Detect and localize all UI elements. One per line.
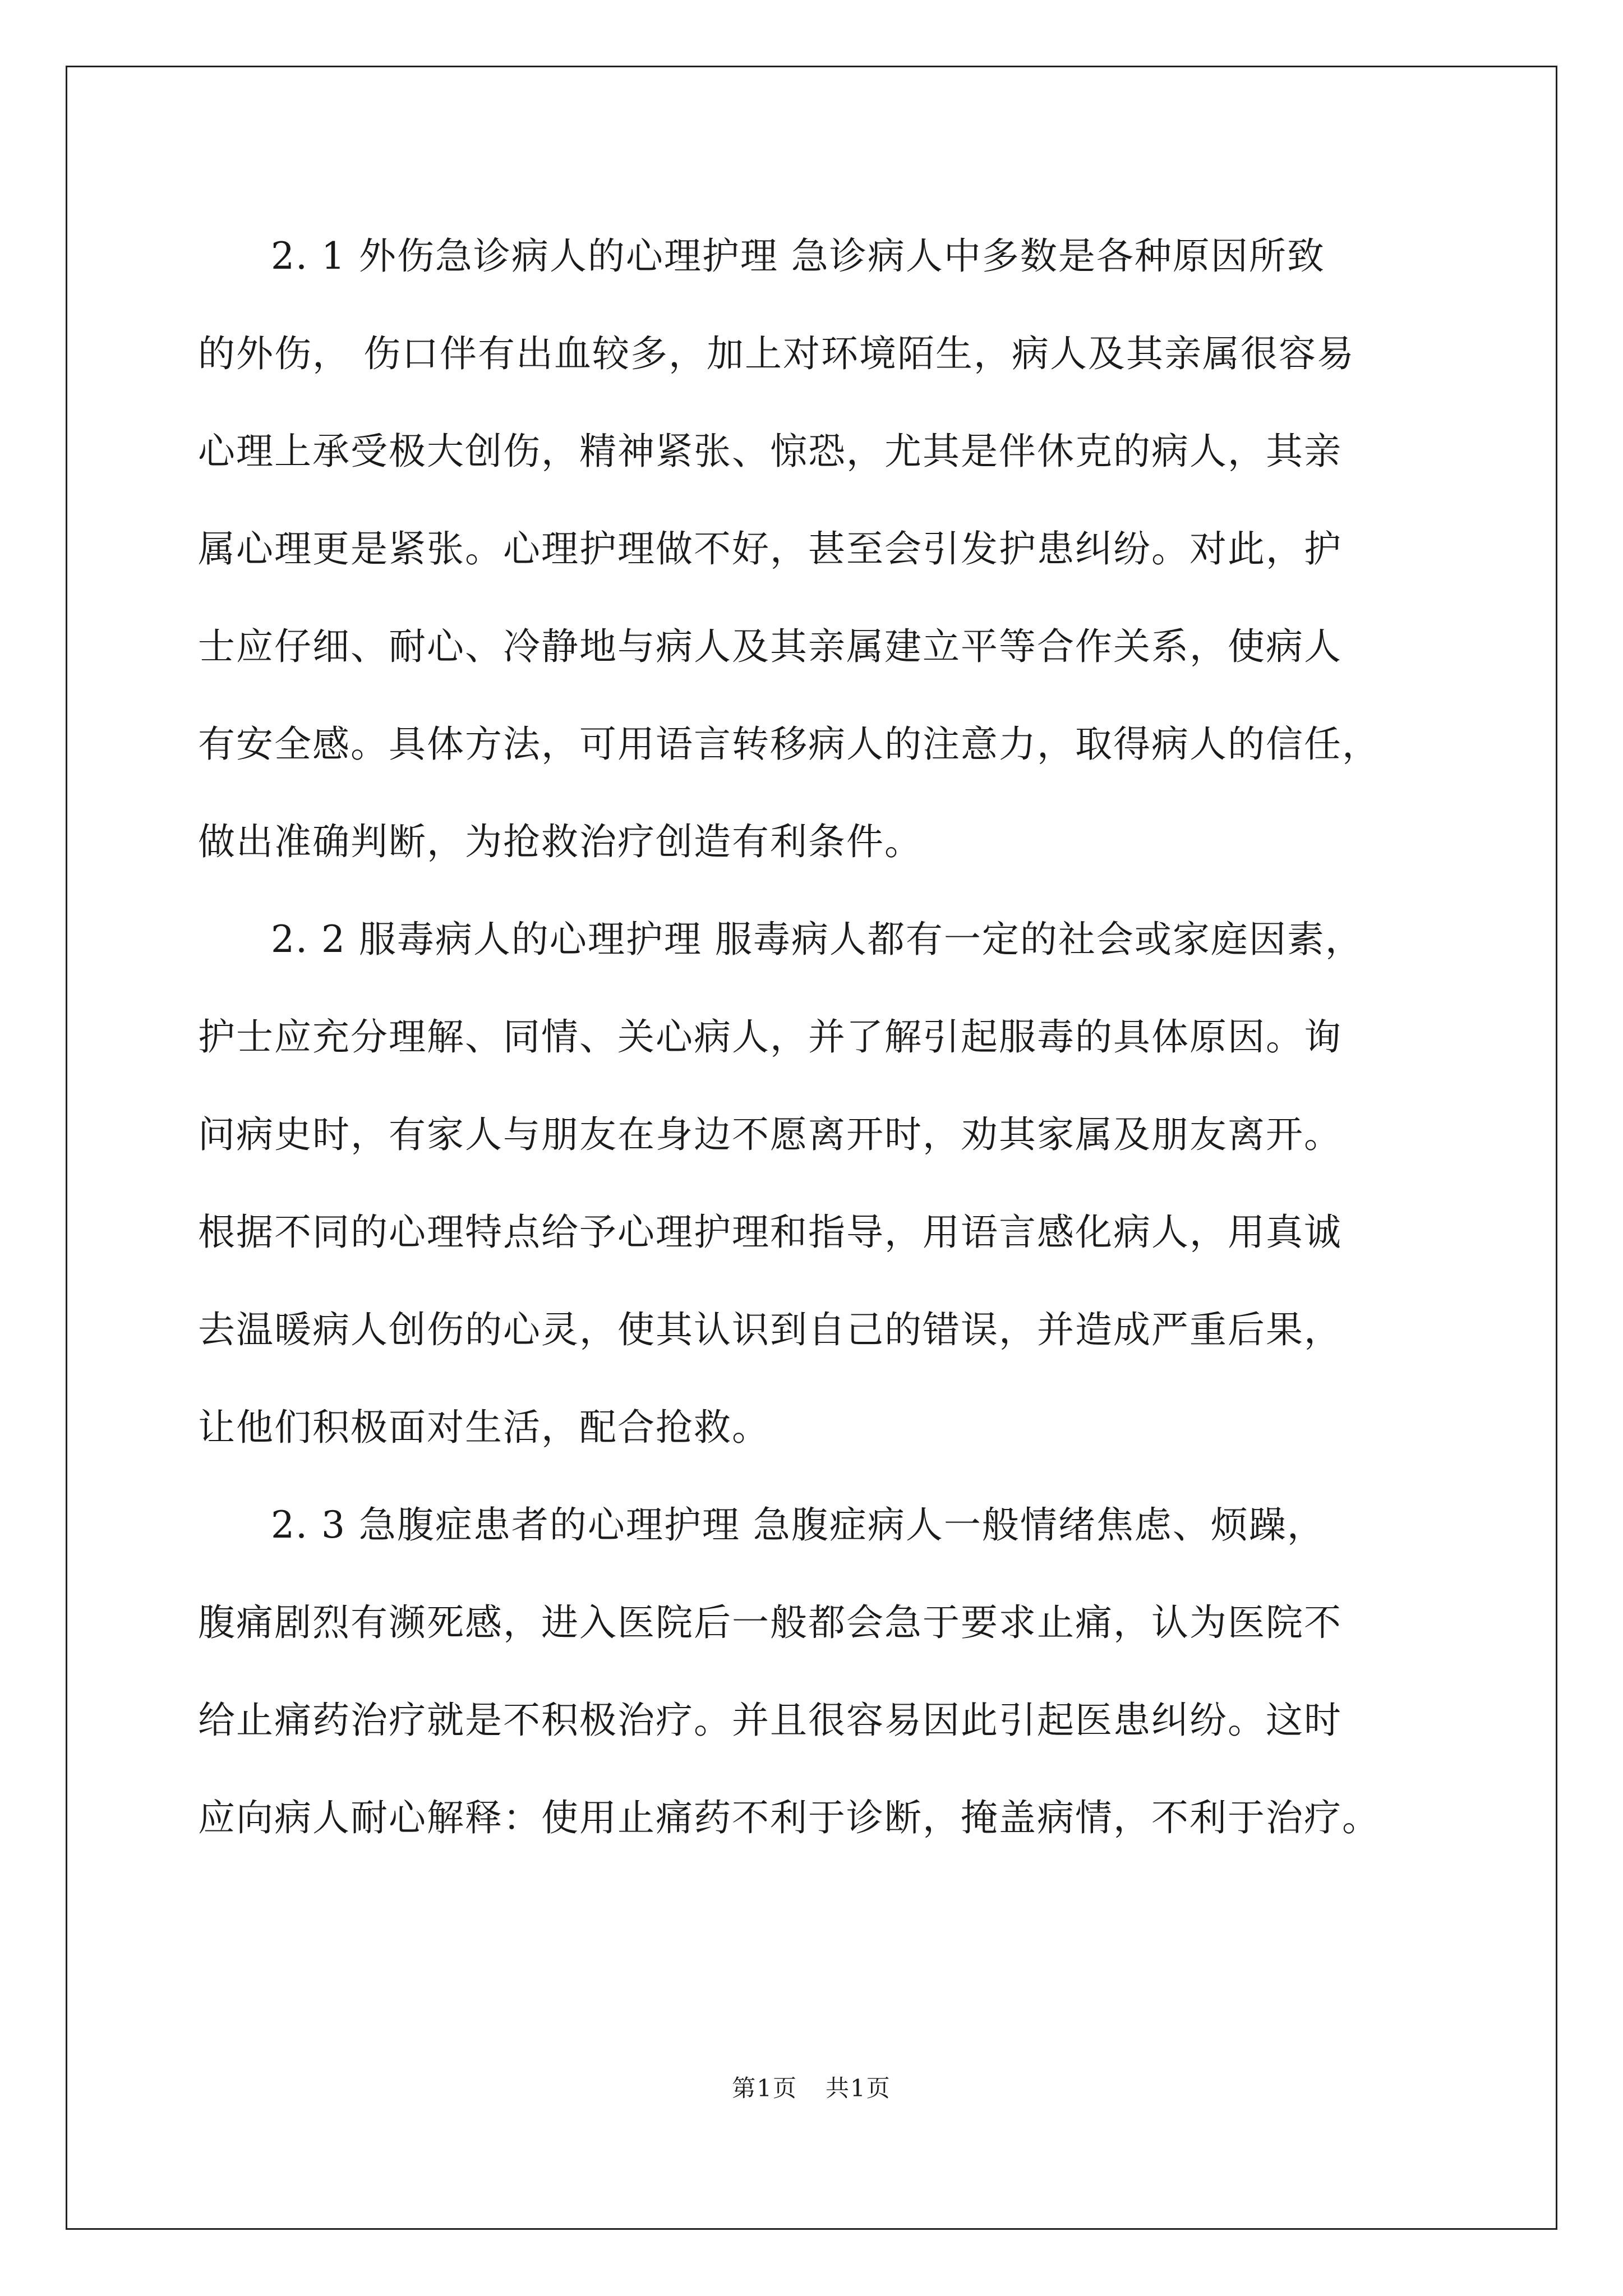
text-line: 的外伤， 伤口伴有出血较多，加上对环境陌生，病人及其亲属很容易: [198, 332, 1355, 375]
page-number-current: 第1页: [732, 2074, 797, 2102]
text-line: 问病史时，有家人与朋友在身边不愿离开时，劝其家属及朋友离开。: [198, 1113, 1342, 1156]
text-line: 腹痛剧烈有濒死感，进入医院后一般都会急于要求止痛，认为医院不: [198, 1601, 1342, 1644]
paragraph-poisoning-care: [198, 891, 1437, 1476]
text-line: 2. 1 外伤急诊病人的心理护理 急诊病人中多数是各种原因所致: [271, 234, 1325, 278]
text-line: 士应仔细、耐心、冷静地与病人及其亲属建立平等合作关系，使病人: [198, 625, 1342, 668]
text-line: 应向病人耐心解释：使用止痛药不利于诊断，掩盖病情，不利于治疗。: [198, 1796, 1380, 1839]
page-footer: [0, 2070, 1623, 2104]
text-line: 护士应充分理解、同情、关心病人，并了解引起服毒的具体原因。询: [198, 1015, 1342, 1059]
document-body: [198, 208, 1437, 1867]
text-line: 有安全感。具体方法，可用语言转移病人的注意力，取得病人的信任，: [198, 723, 1380, 766]
paragraph-acute-abdomen-care: [198, 1476, 1437, 1867]
text-line: 让他们积极面对生活，配合抢救。: [198, 1406, 770, 1449]
text-line: 做出准确判断，为抢救治疗创造有利条件。: [198, 820, 923, 863]
text-line: 给止痛药治疗就是不积极治疗。并且很容易因此引起医患纠纷。这时: [198, 1699, 1342, 1742]
paragraph-trauma-care: [198, 208, 1437, 891]
text-line: 心理上承受极大创伤，精神紧张、惊恐，尤其是伴休克的病人，其亲: [198, 430, 1342, 473]
text-line: 2. 3 急腹症患者的心理护理 急腹症病人一般情绪焦虑、烦躁，: [271, 1503, 1325, 1547]
text-line: 属心理更是紧张。心理护理做不好，甚至会引发护患纠纷。对此，护: [198, 527, 1342, 570]
page-number-total: 共1页: [826, 2074, 891, 2102]
text-line: 根据不同的心理特点给予心理护理和指导，用语言感化病人，用真诚: [198, 1211, 1342, 1254]
text-line: 2. 2 服毒病人的心理护理 服毒病人都有一定的社会或家庭因素，: [271, 918, 1363, 961]
text-line: 去温暖病人创伤的心灵，使其认识到自己的错误，并造成严重后果，: [198, 1308, 1342, 1351]
